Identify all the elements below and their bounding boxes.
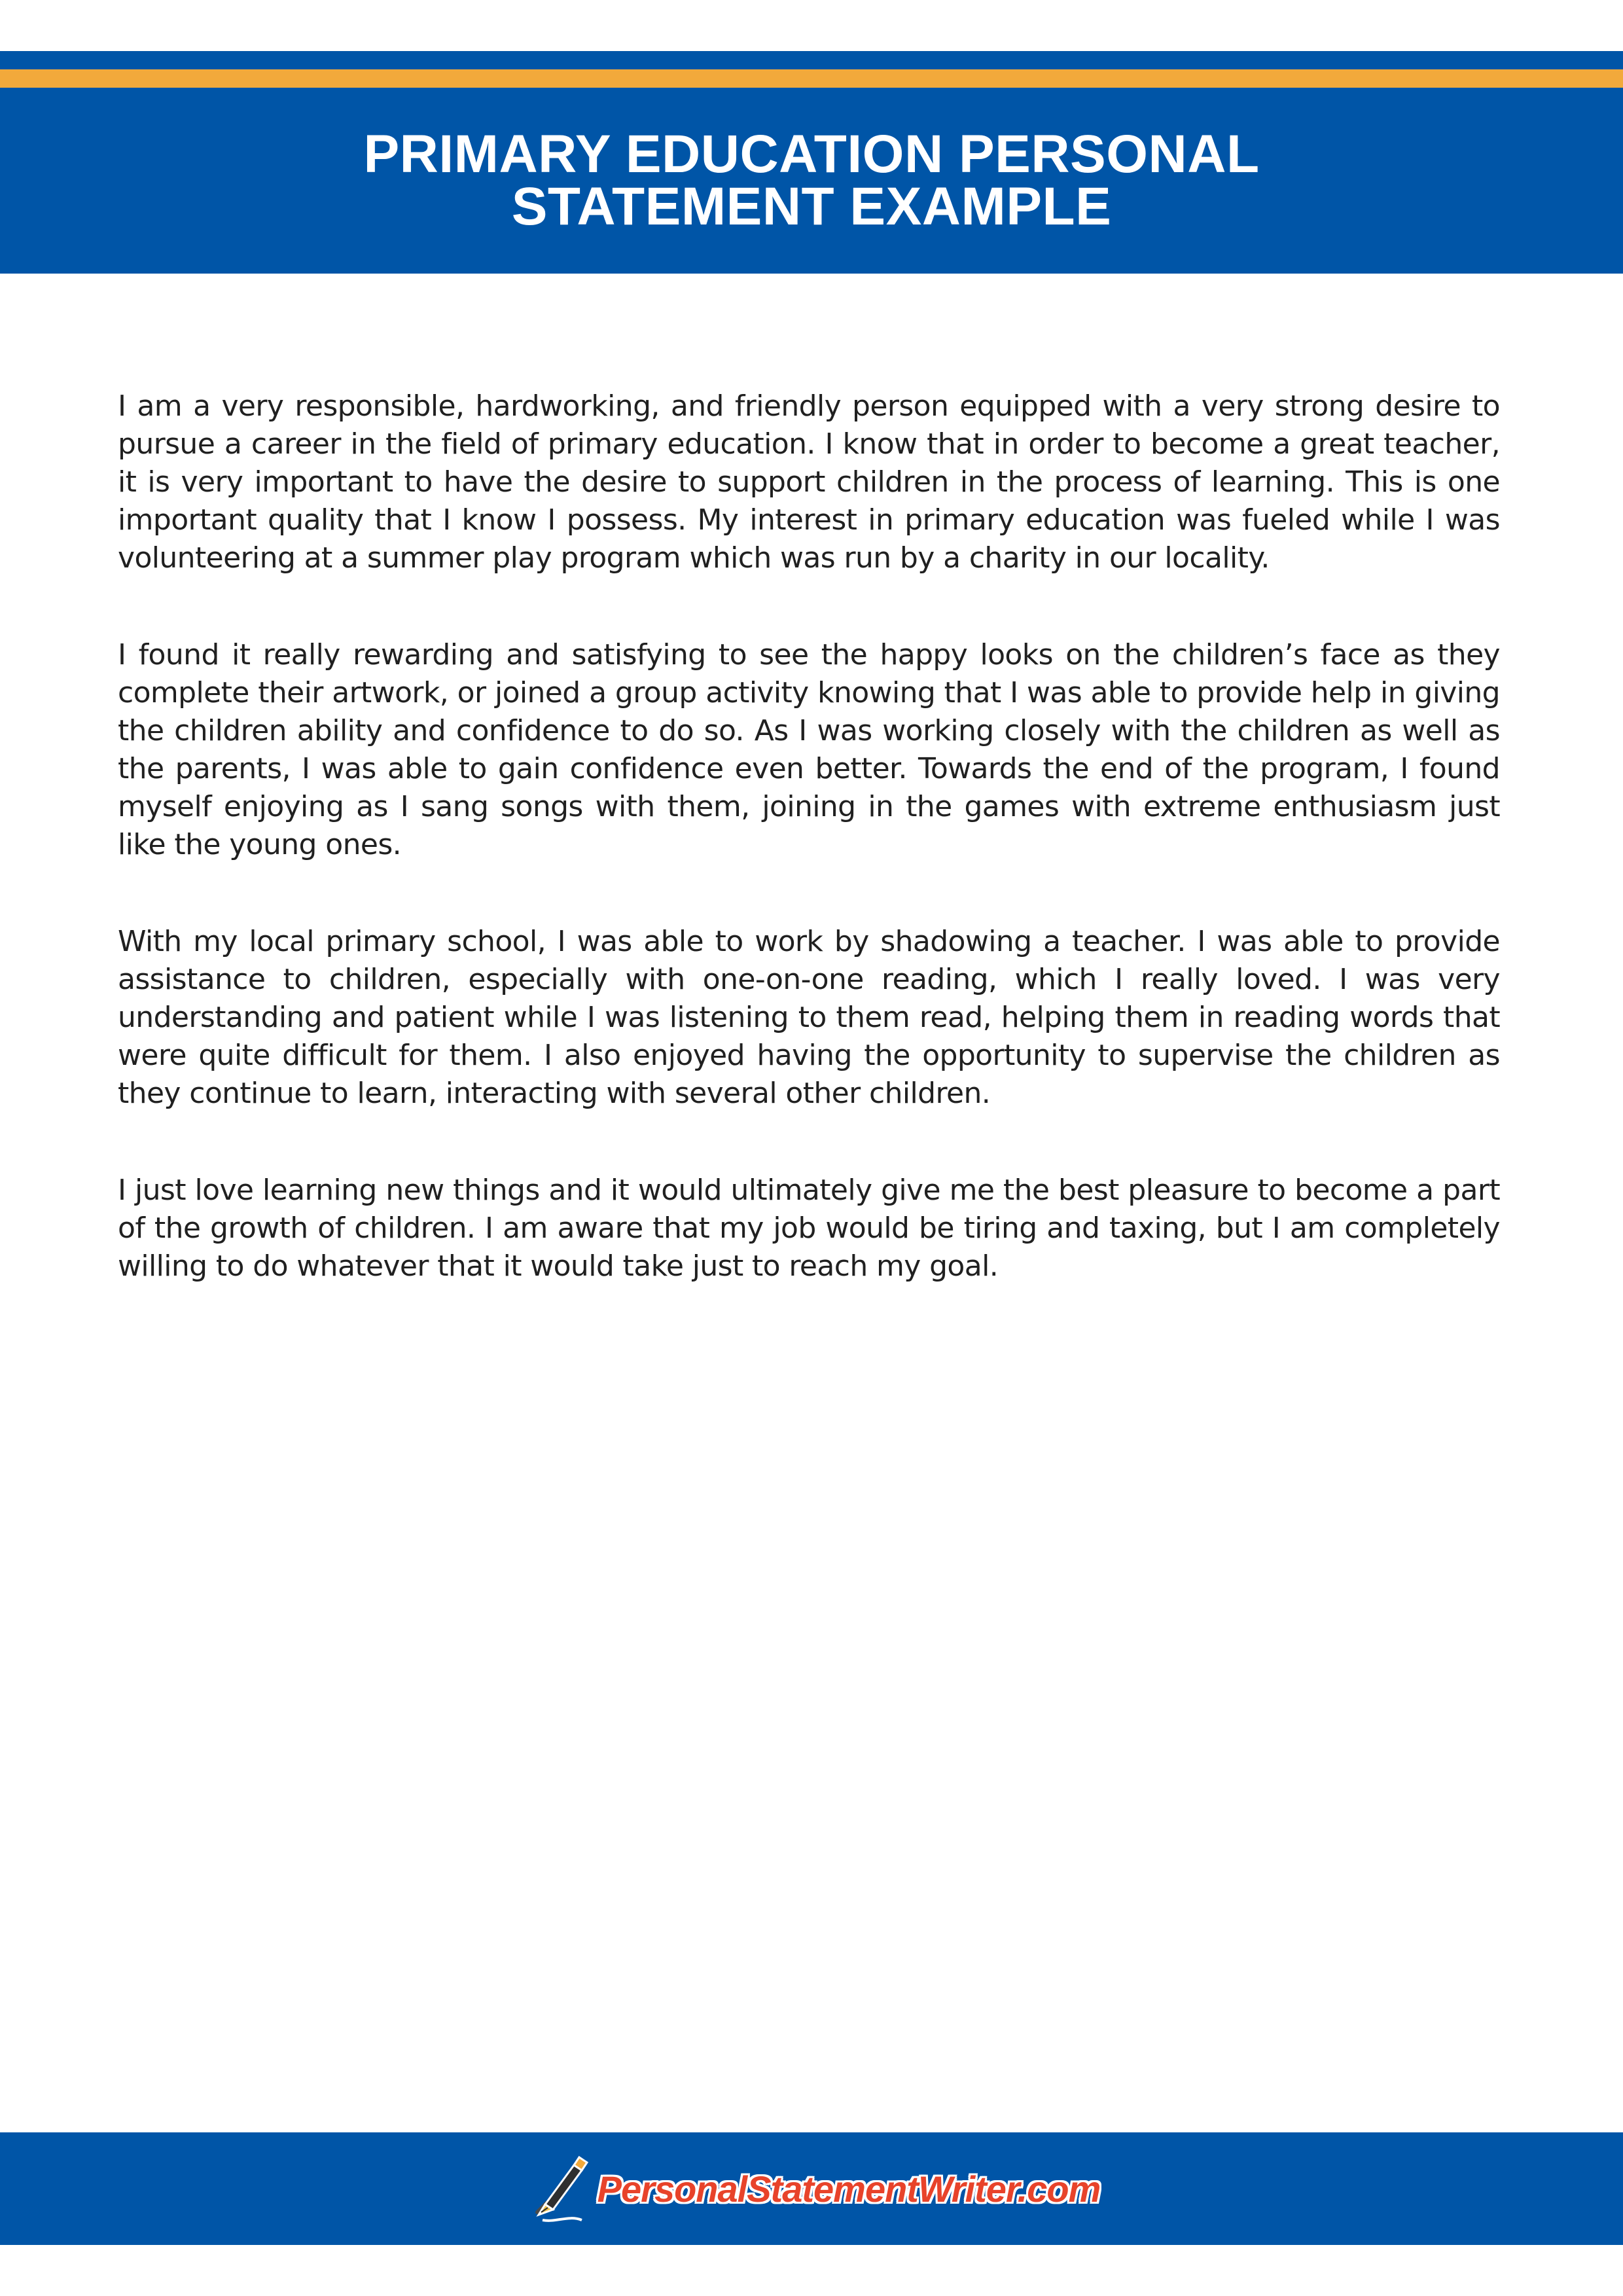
page-title-line-2: STATEMENT EXAMPLE [511, 177, 1112, 236]
header-top-stripe [0, 51, 1623, 69]
paragraph-2: I found it really rewarding and satisfying to see the happy looks on the children’s face as they complete their artwork, or joined a group activity knowing that I was able to provide help in giving the children ability and confidence to do so. As I was working closely with the children as well as the parents, I was able to gain confidence even better. Towards the end of the program, I found myself enjoying as I sang songs with them, joining in the games with extreme enthusiasm just like the young ones. [118, 638, 1500, 861]
paragraph-3: With my local primary school, I was able to work by shadowing a teacher. I was able to provide assistance to children, especially with one-on-one reading, which I really loved. I was very understanding and patient while I was listening to them read, helping them in reading words that were quite difficult for them. I also enjoyed having the opportunity to supervise the children as they continue to learn, interacting with several other children. [118, 925, 1500, 1110]
paragraph-1: I am a very responsible, hardworking, and friendly person equipped with a very strong desire to pursue a career in the field of primary education. I know that in order to become a great teacher, it is very important to have the desire to support children in the process of learning. This is one important quality that I know I possess. My interest in primary education was fueled while I was volunteering at a summer play program which was run by a charity in our locality. [118, 389, 1500, 575]
page-title [363, 124, 1260, 236]
statement-body [118, 387, 1500, 1344]
site-logo[interactable] [523, 2149, 1101, 2228]
logo-text: PersonalStatementWriter.com [597, 2168, 1101, 2210]
page-title-line-1: PRIMARY EDUCATION PERSONAL [363, 124, 1260, 184]
paragraph-4: I just love learning new things and it would ultimately give me the best pleasure to become a part of the growth of children. I am aware that my job would be tiring and taxing, but I am completely willing to do whatever that it would take just to reach my goal. [118, 1174, 1500, 1283]
footer-banner [0, 2132, 1623, 2245]
fountain-pen-icon [523, 2149, 595, 2228]
header-banner [0, 88, 1623, 274]
header-accent-stripe [0, 69, 1623, 88]
